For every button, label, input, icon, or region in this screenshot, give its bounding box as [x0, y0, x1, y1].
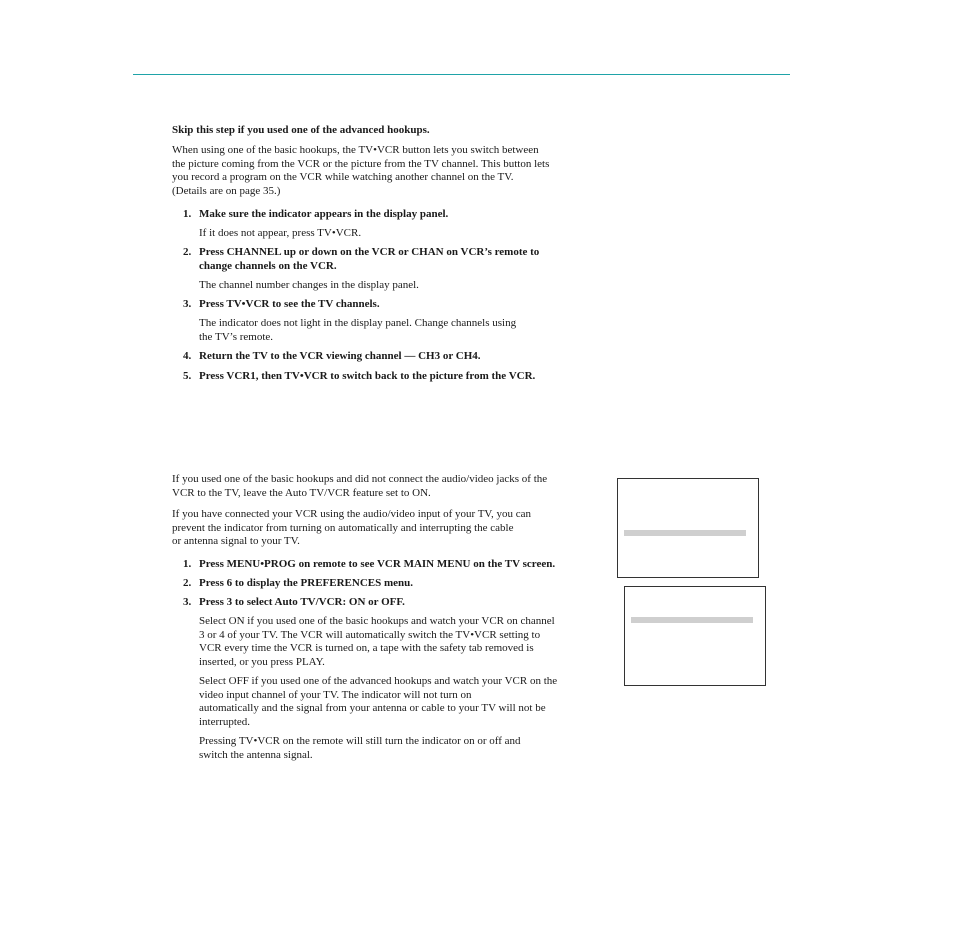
- s1-step-2-note: The channel number changes in the display panel.: [199, 279, 419, 291]
- s1-step-3: 3. Press TV•VCR to see the TV channels.: [183, 298, 380, 310]
- s1-step-1-note: If it does not appear, press TV•VCR.: [199, 227, 362, 239]
- s2-step-1: 1. Press MENU•PROG on remote to see VCR MAIN MENU on the TV screen.: [183, 558, 556, 570]
- s1-step-3-note: The indicator does not light in the display panel. Change channels using the TV’s remote.: [199, 317, 517, 343]
- section2-para1: If you used one of the basic hookups and did not connect the audio/video jacks of the VCR to the TV, leave the Auto TV/VCR feature set to ON.: [172, 473, 548, 499]
- s2-step-2: 2. Press 6 to display the PREFERENCES menu.: [183, 577, 414, 589]
- s1-step-1: 1. Make sure the indicator appears in the display panel.: [183, 208, 449, 220]
- menu-highlight-bar: [631, 617, 753, 623]
- s2-step-3-note-tvvcr: Pressing TV•VCR on the remote will still turn the indicator on or off and switch the antenna signal.: [199, 735, 521, 761]
- s1-step-2: 2. Press CHANNEL up or down on the VCR or CHAN on VCR’s remote to change channels on the VCR.: [183, 246, 540, 272]
- main-menu-screen: [617, 478, 759, 578]
- section1-lead: Skip this step if you used one of the advanced hookups.: [172, 124, 430, 136]
- menu-highlight-bar: [624, 530, 746, 536]
- s2-step-3-note-off: Select OFF if you used one of the advanced hookups and watch your VCR on the video input channel of your TV. The indicator will not turn on automatically and the signal from your antenna or cable to your TV will not be interrupted.: [199, 675, 558, 728]
- s2-step-3-note-on: Select ON if you used one of the basic hookups and watch your VCR on channel 3 or 4 of your TV. The VCR will automatically switch the TV•VCR setting to VCR every time the VCR is turned on, a tape with the safety tab removed is inserted, or you press PLAY.: [199, 615, 555, 668]
- s1-step-5: 5. Press VCR1, then TV•VCR to switch back to the picture from the VCR.: [183, 370, 536, 382]
- preferences-menu-screen: [624, 586, 766, 686]
- section1-intro: When using one of the basic hookups, the TV•VCR button lets you switch between the picture coming from the VCR or the picture from the TV channel. This button lets you record a program on the VCR while watching another channel on the TV. (Details are on page 35.): [172, 144, 550, 197]
- s1-step-4: 4. Return the TV to the VCR viewing channel — CH3 or CH4.: [183, 350, 481, 362]
- section2-para2: If you have connected your VCR using the audio/video input of your TV, you can prevent the indicator from turning on automatically and interrupting the cable or antenna signal to your TV.: [172, 508, 531, 548]
- s2-step-3: 3. Press 3 to select Auto TV/VCR: ON or OFF.: [183, 596, 405, 608]
- header-rule: [133, 74, 790, 75]
